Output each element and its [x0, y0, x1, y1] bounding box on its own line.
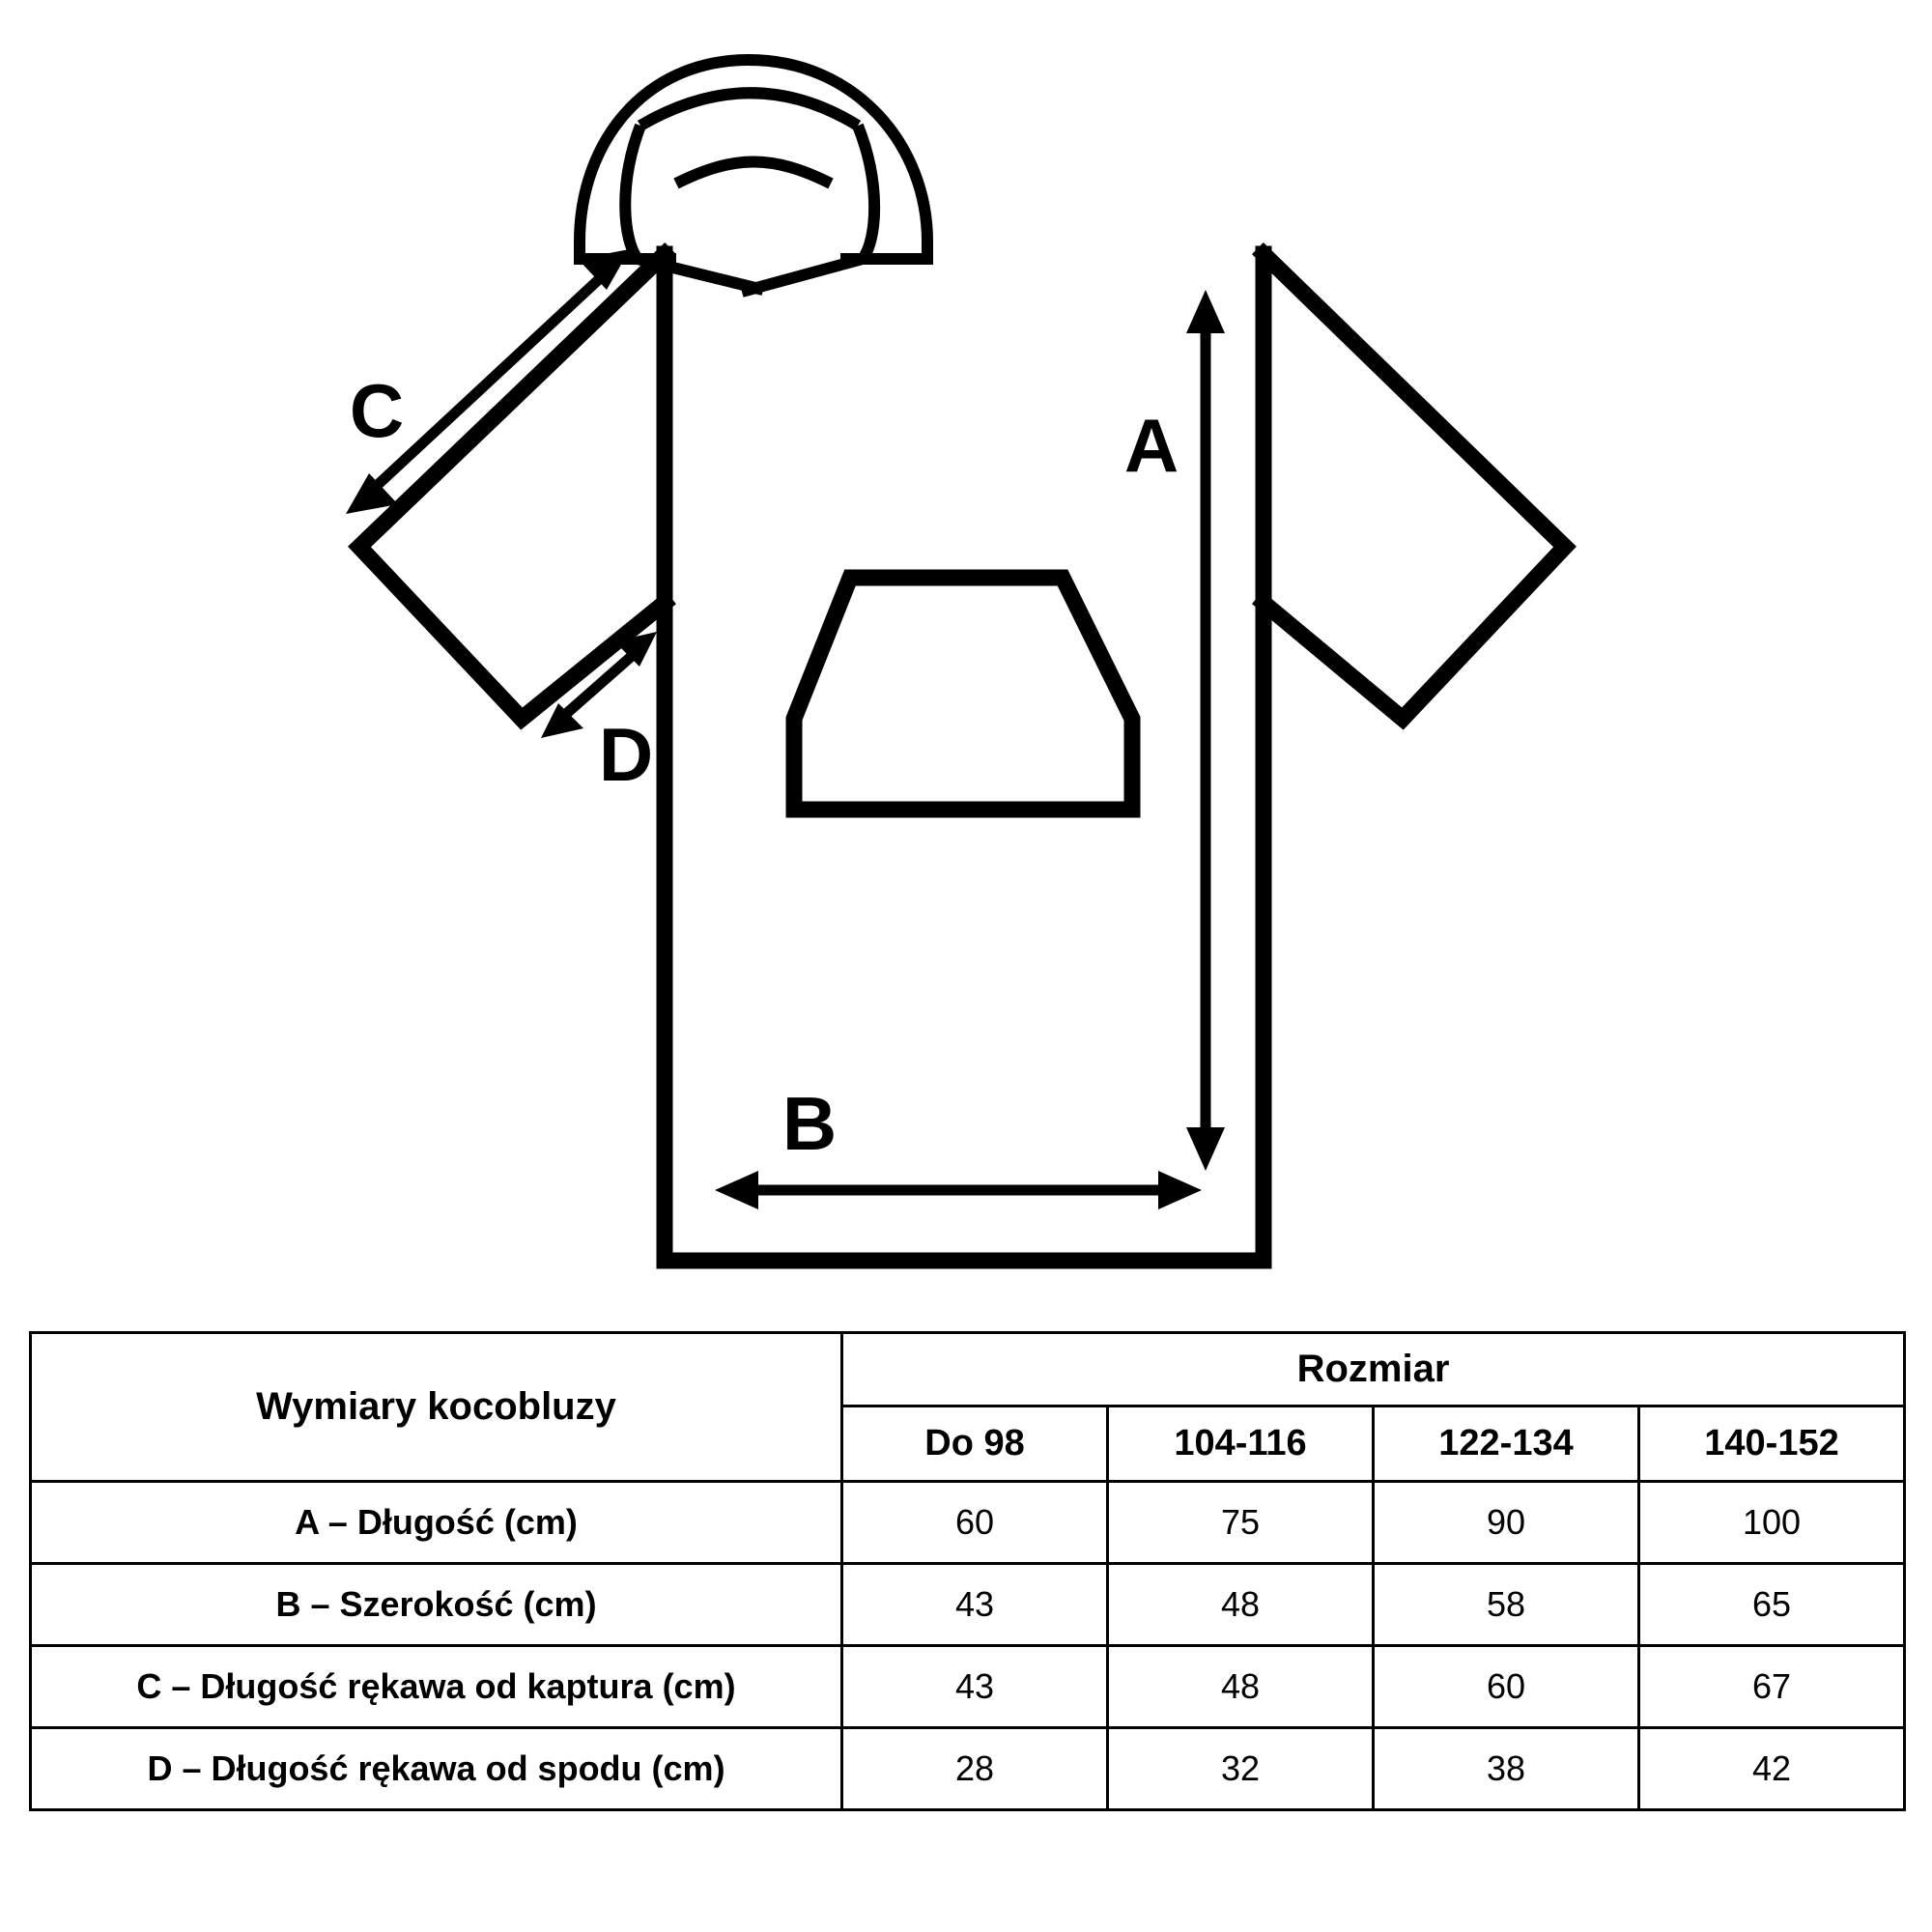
measurement-a-122-134: 90 [1374, 1482, 1639, 1564]
measurement-label-b: B – Szerokość (cm) [31, 1564, 842, 1646]
garment-group [359, 254, 1565, 1261]
size-header-2: 122-134 [1374, 1406, 1639, 1482]
measurement-d-do98: 28 [842, 1728, 1108, 1810]
table-row [31, 1564, 1905, 1646]
hood-inner-right [742, 126, 874, 292]
measurement-c-140-152: 67 [1639, 1646, 1905, 1728]
kangaroo-pocket-path [794, 578, 1132, 810]
measurement-c-122-134: 60 [1374, 1646, 1639, 1728]
measurement-d-140-152: 42 [1639, 1728, 1905, 1810]
dimension-label-c: C [349, 368, 405, 453]
measurement-b-140-152: 65 [1639, 1564, 1905, 1646]
measurement-b-122-134: 58 [1374, 1564, 1639, 1646]
measurement-b-do98: 43 [842, 1564, 1108, 1646]
measurement-a-104-116: 75 [1108, 1482, 1374, 1564]
measurement-a-140-152: 100 [1639, 1482, 1905, 1564]
size-header-3: 140-152 [1639, 1406, 1905, 1482]
size-table [29, 1331, 1906, 1811]
dimension-label-d: D [598, 712, 654, 797]
table-corner-title: Wymiary kocobluzy [31, 1333, 842, 1482]
left-sleeve-path [359, 254, 665, 719]
measurement-b-104-116: 48 [1108, 1564, 1374, 1646]
table-row [31, 1482, 1905, 1564]
table-row [31, 1728, 1905, 1810]
measurement-c-do98: 43 [842, 1646, 1108, 1728]
measurement-c-104-116: 48 [1108, 1646, 1374, 1728]
table-row [31, 1646, 1905, 1728]
size-header-1: 104-116 [1108, 1406, 1374, 1482]
table-size-group-header: Rozmiar [842, 1333, 1905, 1406]
measurement-d-122-134: 38 [1374, 1728, 1639, 1810]
size-header-0: Do 98 [842, 1406, 1108, 1482]
measurement-d-104-116: 32 [1108, 1728, 1374, 1810]
dimension-label-b: B [781, 1081, 838, 1166]
measurement-label-a: A – Długość (cm) [31, 1482, 842, 1564]
right-sleeve-path [1264, 254, 1565, 719]
measurement-a-do98: 60 [842, 1482, 1108, 1564]
hood-inner-band [676, 162, 831, 185]
measurement-label-c: C – Długość rękawa od kaptura (cm) [31, 1646, 842, 1728]
dimension-label-a: A [1123, 403, 1179, 488]
measurement-label-d: D – Długość rękawa od spodu (cm) [31, 1728, 842, 1810]
dimension-arrow-a [1186, 290, 1225, 1171]
table-header-row-1 [31, 1333, 1905, 1406]
dimension-arrow-b [715, 1171, 1202, 1209]
hood-inner-top [640, 93, 858, 126]
